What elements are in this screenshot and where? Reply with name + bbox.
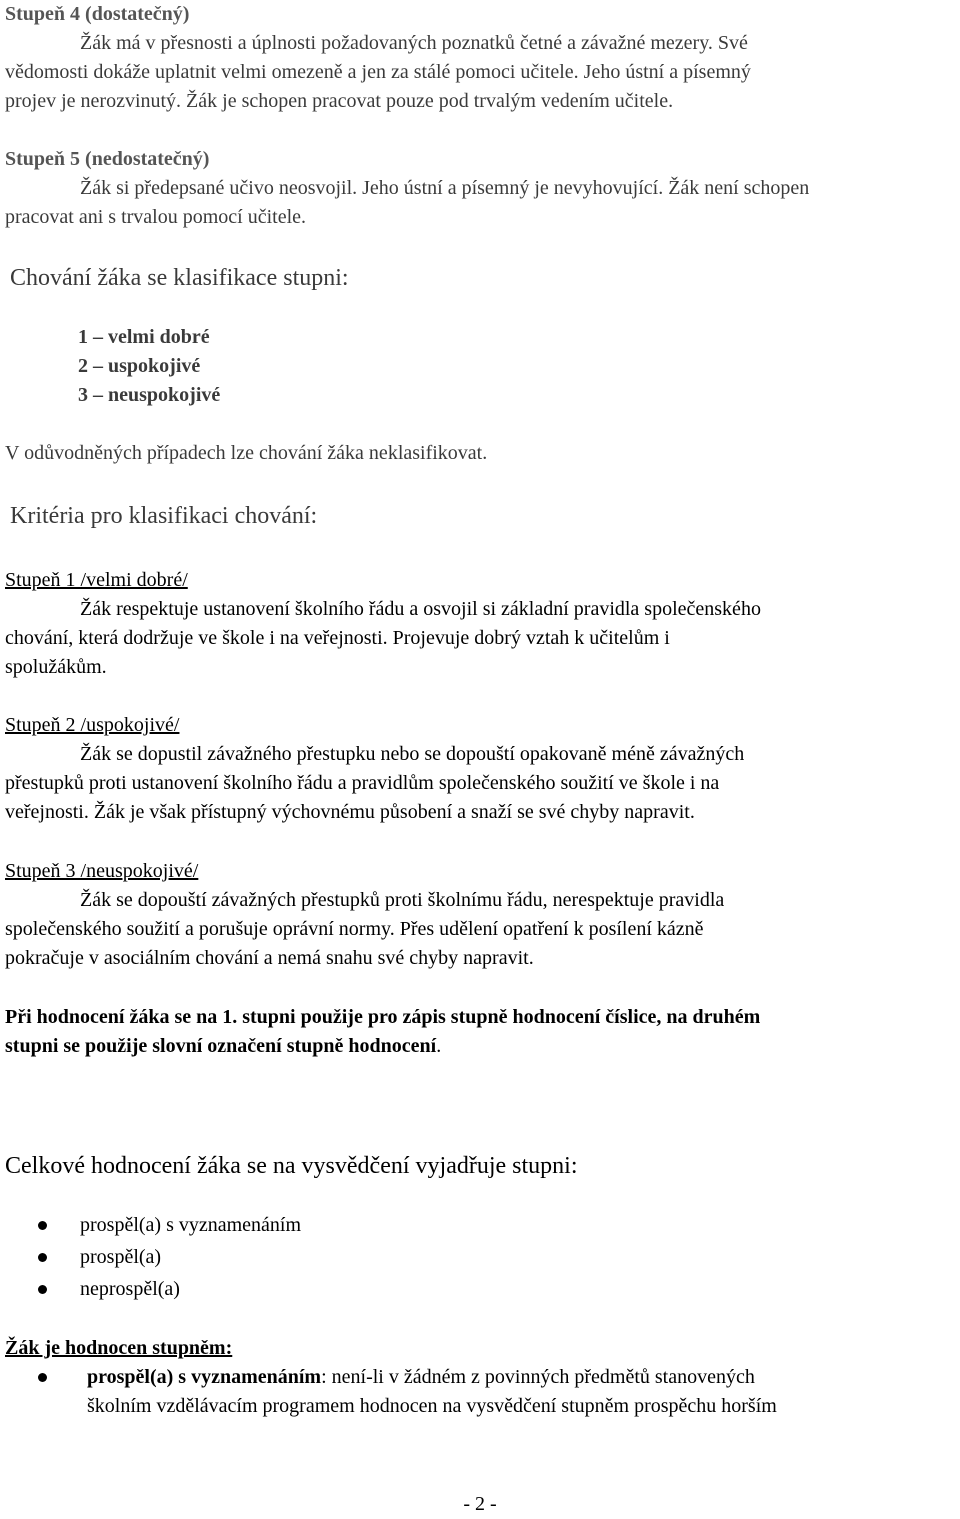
page-number: - 2 - xyxy=(463,1493,497,1515)
kriteria-note-line1: Při hodnocení žáka se na 1. stupni použije pro zápis stupně hodnocení číslice, na druhém xyxy=(5,1006,761,1028)
kriteria-s1-line3: spolužákům. xyxy=(5,656,107,678)
kriteria-s3-line1: Žák se dopouští závažných přestupků proti školnímu řádu, nerespektuje pravidla xyxy=(80,889,725,911)
kriteria-s3-heading: Stupeň 3 /neuspokojivé/ xyxy=(5,860,199,882)
kriteria-heading: Kritéria pro klasifikaci chování: xyxy=(10,503,318,529)
celkove-item-1: prospěl(a) s vyznamenáním xyxy=(80,1214,302,1236)
kriteria-s2-line3: veřejnosti. Žák je však přístupný výchovnému působení a snaží se své chyby napravit. xyxy=(5,801,695,823)
hodnocen-item-line1: prospěl(a) s vyznamenáním: není-li v žádném z povinných předmětů stanovených xyxy=(87,1366,755,1388)
chovani-heading: Chování žáka se klasifikace stupni: xyxy=(10,265,349,291)
stupen4-line3: projev je nerozvinutý. Žák je schopen pracovat pouze pod trvalým vedením učitele. xyxy=(5,90,674,112)
stupen5-line2: pracovat ani s trvalou pomocí učitele. xyxy=(5,206,307,228)
kriteria-s1-line2: chování, která dodržuje ve škole i na veřejnosti. Projevuje dobrý vztah k učitelům i xyxy=(5,627,670,649)
chovani-item-1: 1 – velmi dobré xyxy=(78,326,210,348)
chovani-note: V odůvodněných případech lze chování žáka neklasifikovat. xyxy=(5,442,488,464)
bullet-icon xyxy=(38,1285,47,1294)
stupen4-line1: Žák má v přesnosti a úplnosti požadovaných poznatků četné a závažné mezery. Své xyxy=(80,32,748,54)
hodnocen-item-line2: školním vzdělávacím programem hodnocen na vysvědčení stupněm prospěchu horším xyxy=(87,1395,777,1417)
kriteria-s2-line1: Žák se dopustil závažného přestupku nebo se dopouští opakovaně méně závažných xyxy=(80,743,745,765)
bullet-icon xyxy=(38,1221,47,1230)
chovani-item-2: 2 – uspokojivé xyxy=(78,355,201,377)
hodnocen-heading: Žák je hodnocen stupněm: xyxy=(5,1337,233,1359)
chovani-item-3: 3 – neuspokojivé xyxy=(78,384,221,406)
celkove-item-3: neprospěl(a) xyxy=(80,1278,180,1300)
celkove-heading: Celkové hodnocení žáka se na vysvědčení vyjadřuje stupni: xyxy=(5,1153,578,1179)
stupen4-line2: vědomosti dokáže uplatnit velmi omezeně a jen za stálé pomoci učitele. Jeho ústní a písemný xyxy=(5,61,751,83)
stupen4-heading: Stupeň 4 (dostatečný) xyxy=(5,3,190,25)
celkove-item-2: prospěl(a) xyxy=(80,1246,162,1268)
kriteria-s3-line2: společenského soužití a porušuje oprávní normy. Přes udělení opatření k posílení kázně xyxy=(5,918,704,940)
kriteria-s2-line2: přestupků proti ustanovení školního řádu a pravidlům společenského soužití ve škole i na xyxy=(5,772,720,794)
kriteria-s2-heading: Stupeň 2 /uspokojivé/ xyxy=(5,714,180,736)
kriteria-s1-heading: Stupeň 1 /velmi dobré/ xyxy=(5,569,188,591)
stupen5-line1: Žák si předepsané učivo neosvojil. Jeho ústní a písemný je nevyhovující. Žák není schopen xyxy=(80,177,810,199)
stupen5-heading: Stupeň 5 (nedostatečný) xyxy=(5,148,210,170)
bullet-icon xyxy=(38,1253,47,1262)
bullet-icon xyxy=(38,1373,47,1382)
kriteria-s3-line3: pokračuje v asociálním chování a nemá snahu své chyby napravit. xyxy=(5,947,534,969)
kriteria-note-line2: stupni se použije slovní označení stupně hodnocení. xyxy=(5,1035,442,1057)
kriteria-s1-line1: Žák respektuje ustanovení školního řádu a osvojil si základní pravidla společenského xyxy=(80,598,761,620)
